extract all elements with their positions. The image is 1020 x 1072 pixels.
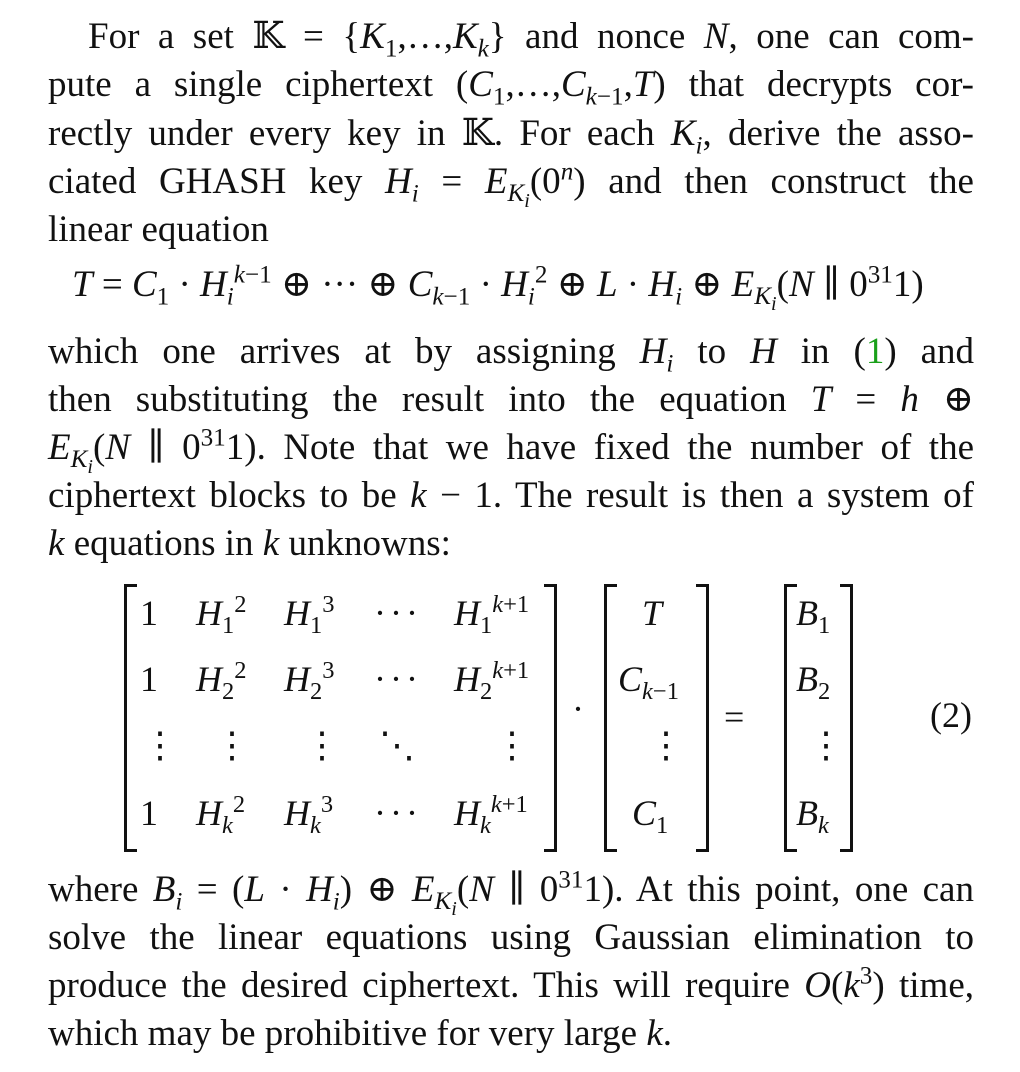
matrix-cell: ⋮ — [304, 725, 340, 765]
matrix-cell: $H_2^3$ — [284, 657, 335, 706]
rhs-cell: $B_2$ — [796, 659, 831, 706]
multiply-dot: · — [572, 689, 584, 729]
matrix-cell: $H_2^{k+1}$ — [454, 657, 530, 706]
matrix-equation — [124, 584, 984, 854]
matrix-cell: ··· — [374, 593, 422, 633]
matrix-cell: $H_1^{k+1}$ — [454, 591, 530, 640]
matrix-cell: $H_k^{k+1}$ — [454, 791, 528, 840]
p2-line-3: $E_{K_i}(N$ ∥ $0^{31}1$). Note that we have fixed the number of the — [48, 424, 974, 479]
matrix-cell: $H_k^2$ — [196, 791, 246, 840]
matrix-cell: ⋮ — [214, 725, 250, 765]
matrix-cell: ⋮ — [494, 725, 530, 765]
p1-line-5: linear equation — [48, 209, 269, 250]
matrix-right-bracket — [544, 584, 557, 852]
matrix-cell: ··· — [374, 793, 422, 833]
matrix-cell: $H_2^2$ — [196, 657, 247, 706]
matrix-cell: ⋮ — [142, 725, 178, 765]
vector-cell: $C_{k-1}$ — [618, 659, 679, 706]
matrix-cell: 1 — [140, 593, 158, 633]
vector-cell: ⋮ — [648, 725, 684, 765]
p3-line-1: where $B_i = (L \cdot H_i)$ ⊕ $E_{K_i}(N$ ∥ $0^{31}1$). At this point, one can — [48, 866, 974, 921]
rhs-cell: $B_1$ — [796, 593, 831, 640]
paragraph-1 — [48, 12, 974, 254]
rhs-cell: $B_k$ — [796, 793, 829, 840]
equals-sign: = — [724, 697, 745, 737]
matrix-cell: 1 — [140, 793, 158, 833]
vector-cell: T — [642, 593, 663, 633]
p3-line-2: solve the linear equations using Gaussian elimination to — [48, 917, 974, 958]
p2-line-4: ciphertext blocks to be k − 1. The result is then a system of — [48, 475, 974, 516]
matrix-cell: ··· — [374, 659, 422, 699]
matrix-cell: $H_1^3$ — [284, 591, 335, 640]
p1-line-4: ciated GHASH key $H_i = E_{K_i}(0^n)$ and then construct the — [48, 158, 974, 213]
matrix-cell: ⋱ — [379, 725, 415, 765]
p1-line-1: For a set 𝕂 = $\{K_1,\dots,K_k\}$ and nonce N, one can com- — [88, 14, 974, 63]
matrix-cell: 1 — [140, 659, 158, 699]
p3-line-3: produce the desired ciphertext. This will require $O(k^3)$ time, — [48, 962, 974, 1006]
matrix-cell: $H_k^3$ — [284, 791, 334, 840]
rhs-right-bracket — [840, 584, 853, 852]
p2-line-2: then substituting the result into the equation T = h ⊕ — [48, 379, 974, 420]
p3-line-4: which may be prohibitive for very large k. — [48, 1013, 673, 1054]
p2-line-1: which one arrives at by assigning $H_i$ to H in (1) and — [48, 331, 975, 378]
p1-line-2: pute a single ciphertext $(C_1,\dots,C_{k-1},T)$ that decrypts cor- — [48, 64, 974, 111]
equation-reference-link[interactable]: 1 — [865, 331, 885, 372]
matrix-left-bracket — [124, 584, 137, 852]
p1-line-3: rectly under every key in 𝕂. For each $K_i$, derive the asso- — [48, 111, 974, 160]
rhs-cell: ⋮ — [808, 725, 844, 765]
equation-1: $T = C_1 \cdot H_i^{k-1}$ ⊕ ··· ⊕ $C_{k-1} \cdot H_i^2$ ⊕ $L \cdot H_i$ ⊕ $E_{K_i}(N$ ∥ $0^{31}1$) — [72, 261, 924, 316]
vector-cell: $C_1$ — [632, 793, 669, 840]
vector-right-bracket — [696, 584, 709, 852]
paragraph-3 — [48, 866, 974, 1058]
p2-line-5: k equations in k unknowns: — [48, 523, 451, 564]
matrix-cell: $H_1^2$ — [196, 591, 247, 640]
paragraph-2 — [48, 328, 974, 568]
equation-number: (2) — [930, 695, 972, 735]
vector-left-bracket — [604, 584, 617, 852]
